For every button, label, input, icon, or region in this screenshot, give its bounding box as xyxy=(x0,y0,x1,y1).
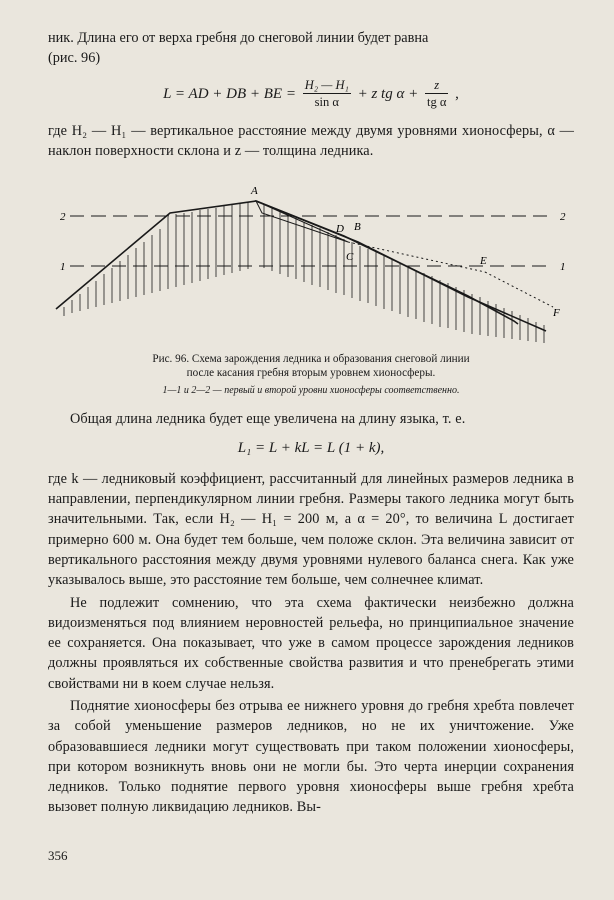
figure-label-A: A xyxy=(251,184,258,197)
figure-label-level2-left: 2 xyxy=(60,210,66,223)
figure-label-E: E xyxy=(480,254,487,267)
figure-label-D: D xyxy=(336,222,344,235)
figure-label-B: B xyxy=(354,220,361,233)
paragraph-total-length: Общая длина ледника будет еще увеличена на длину языка, т. е. xyxy=(70,411,466,428)
hatching-left-slope xyxy=(64,202,248,316)
figure-label-F: F xyxy=(553,306,560,319)
hatching-right-slope xyxy=(264,205,544,343)
paragraph-no-doubt: Не подлежит сомнению, что эта схема фактически неизбежно должна видоизменяться под влиянием неровностей рельефа, но принципиальное значение ее сохраняется. Она показывает, что уже в самом процессе зарождения ледников должны проявляться их собственные свойства развития и что пренебрегать этими свойствами ни в коем случае нельзя. xyxy=(48,594,574,692)
figure-96-diagram xyxy=(48,176,574,344)
formula-total-length: L₁ = L + kL = L (1 + k), xyxy=(237,439,385,456)
formula1-middle: + z tg α + xyxy=(357,85,419,102)
mountain-ridge-left xyxy=(56,201,518,324)
formula1-fraction-2-numerator: z xyxy=(425,77,448,94)
paragraph-coefficient: где k — ледниковый коэффициент, рассчитанный для линейных размеров ледника в направлении, перпендикулярном линии гребня. Размеры такого ледника могут быть значительными. Так, если H₂ — H₁ = 200 м, а α = 20°, то величина L достигает примерно 600 м. Она будет тем больше, чем положе склон. Эта величина зависит от вертикального расстояния между двумя уровнями нулевого баланса снега. Как уже указывалось выше, это расстояние тем больше, чем солнечнее климат. xyxy=(48,470,574,589)
formula1-lhs: L = AD + DB + BE = xyxy=(163,85,296,102)
figure-label-level1-right: 1 xyxy=(560,260,566,273)
figure-96-caption xyxy=(64,352,558,398)
formula-ladder-length xyxy=(48,78,574,112)
formula1-fraction-2-denominator: tg α xyxy=(426,94,447,109)
figure-label-C: C xyxy=(346,250,354,263)
paragraph-where-definitions: где H₂ — H₁ — вертикальное расстояние между двумя уровнями хионосферы, α — наклон поверхности склона и z — толщина ледника. xyxy=(48,123,574,160)
figure-96 xyxy=(48,176,574,344)
formula1-fraction-2 xyxy=(425,77,448,111)
figure-caption-note: 1—1 и 2—2 — первый и второй уровни хионосферы соответственно. xyxy=(162,385,460,397)
paragraph-top-line1: ник. Длина его от верха гребня до снеговой линии будет равна xyxy=(48,30,429,46)
figure-label-level2-right: 2 xyxy=(560,210,566,223)
formula1-tail: , xyxy=(455,85,459,102)
glacier-triangle xyxy=(256,201,348,242)
formula1-fraction-1-denominator: sin α xyxy=(314,94,339,109)
figure-caption-line2: после касания гребня вторым уровнем хионосферы. xyxy=(186,367,436,380)
formula1-fraction-1 xyxy=(303,77,351,111)
paragraph-chionosphere-rise: Поднятие хионосферы без отрыва ее нижнего уровня до гребня хребта повлечет за собой уменьшение размеров ледников, но не их уничтожение. Уже образовавшиеся ледники могут существовать при таком положении хионосферы, при котором возникнуть вновь они не могли бы. Это черта инерции сохранения ледников. Только поднятие первого уровня хионосферы выше гребня хребта вызовет полную ликвидацию ледников. Вы- xyxy=(48,698,574,816)
figure-caption-line1: Рис. 96. Схема зарождения ледника и образования снеговой линии xyxy=(152,352,470,365)
page-number: 356 xyxy=(48,848,68,863)
formula1-fraction-1-numerator: H₂ — H₁ xyxy=(303,77,351,94)
paragraph-top-line2: (рис. 96) xyxy=(48,50,101,67)
figure-label-level1-left: 1 xyxy=(60,260,66,273)
